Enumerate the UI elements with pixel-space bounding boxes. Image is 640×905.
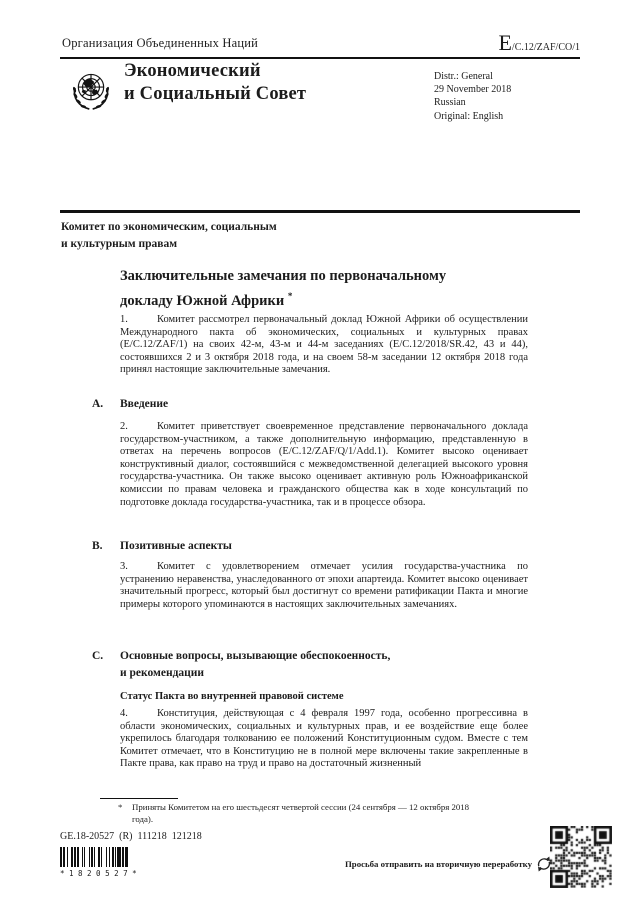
title-footnote-marker: * bbox=[287, 291, 293, 301]
paragraph-2-number: 2. bbox=[120, 421, 128, 432]
footnote-rule bbox=[100, 798, 178, 799]
council-title-line1: Экономический bbox=[124, 61, 261, 81]
paragraph-3-text: Комитет с удовлетворением отмечает усилия государства-участника по устранению неравенства, унаследованного от эпохи апартеида. Комитет высоко оценивает значительный прогресс, который был достигнут со времени ратификации Пакта и многие примеры которого упоминаются в настоящих заключительных замечаниях. bbox=[120, 561, 528, 610]
paragraph-3 bbox=[120, 561, 528, 611]
date-line: 29 November 2018 bbox=[434, 84, 512, 96]
paragraph-4-text: Конституция, действующая с 4 февраля 1997 года, особенно прогрессивна в области экономических, социальных и культурных прав, и ее воздействие еще более укрепилось благодаря толкованию ее положений Конституционным судом. Вместе с тем Комитет отмечает, что в Конституцию не в полной мере включены такие закрепленные в Пакте права, как право на труд и право на достаточный жизненный bbox=[120, 708, 528, 770]
document-symbol-series: E bbox=[498, 30, 512, 55]
document-symbol-number: /C.12/ZAF/CO/1 bbox=[511, 42, 580, 53]
section-c-title-line1: Основные вопросы, вызывающие обеспокоенность, bbox=[120, 650, 391, 662]
un-emblem-icon bbox=[64, 66, 118, 120]
paragraph-1-number: 1. bbox=[120, 314, 128, 325]
paragraph-2-text: Комитет приветствует своевременное представление первоначального доклада государством-участником, а также дополнительную информацию, представленную в ответах на перечень вопросов (E/C.12/ZAF/Q/1/Add.1). Комитет высоко оценивает конструктивный диалог, состоявшийся с межведомственной делегацией высокого уровня государства-участника. Он также высоко оценивает активную роль Южноафриканской комиссии по правам человека и гражданского общества как в ходе консультаций по подготовке доклада государства-участника, так и в процессе обзора. bbox=[120, 421, 528, 508]
paragraph-3-number: 3. bbox=[120, 561, 128, 572]
footnote-text: Приняты Комитетом на его шестьдесят четвертой сессии (24 сентября — 12 октября 2018 года). bbox=[132, 802, 470, 824]
barcode-digits: *1820527* bbox=[60, 869, 142, 878]
paragraph-4 bbox=[120, 708, 528, 771]
section-b-heading bbox=[92, 538, 536, 555]
document-symbol bbox=[498, 30, 580, 56]
committee-line2: и культурным правам bbox=[61, 237, 178, 250]
footnote-marker: * bbox=[118, 802, 123, 812]
committee-name bbox=[61, 219, 277, 252]
section-a-title: Введение bbox=[120, 398, 169, 410]
recycle-note bbox=[345, 855, 553, 873]
paragraph-1-text: Комитет рассмотрел первоначальный доклад Южной Африки об осуществлении Международного пакта об экономических, социальных и культурных правах (E/C.12/ZAF/1) на своих 42-м, 43-м и 44-м заседаниях (E/C.12/2018/SR.42, 43 и 44), состоявшихся 2 и 3 октября 2018 года, и на своем 58-м заседании 12 октября 2018 года принял настоящие заключительные замечания. bbox=[120, 314, 528, 376]
council-title bbox=[124, 60, 306, 106]
header-rule bbox=[60, 210, 580, 213]
subsection-heading: Статус Пакта во внутренней правовой системе bbox=[120, 691, 344, 702]
section-c-heading bbox=[92, 648, 536, 681]
qr-code-icon bbox=[550, 826, 612, 888]
section-b-letter: B. bbox=[92, 540, 103, 552]
paragraph-2 bbox=[120, 421, 528, 509]
barcode-icon bbox=[60, 847, 129, 867]
footnote bbox=[112, 802, 484, 825]
paragraph-4-number: 4. bbox=[120, 708, 128, 719]
original-language-line: Original: English bbox=[434, 110, 504, 122]
document-title-line1: Заключительные замечания по первоначальному bbox=[120, 268, 447, 284]
ge-reference: GE.18-20527 (R) 111218 121218 bbox=[60, 831, 202, 842]
section-c-title-line2: и рекомендации bbox=[120, 666, 205, 679]
section-a-heading bbox=[92, 396, 536, 413]
distr-line: Distr.: General bbox=[434, 71, 493, 82]
section-b-title: Позитивные аспекты bbox=[120, 540, 232, 552]
document-title-line2: докладу Южной Африки * bbox=[120, 291, 293, 309]
council-title-line2: и Социальный Совет bbox=[124, 84, 307, 104]
language-line: Russian bbox=[434, 97, 466, 109]
section-a-letter: A. bbox=[92, 398, 104, 410]
section-c-letter: C. bbox=[92, 650, 104, 662]
masthead-rule bbox=[60, 57, 580, 59]
distribution-block bbox=[434, 70, 511, 123]
recycle-note-text: Просьба отправить на вторичную переработку bbox=[344, 859, 532, 869]
document-title bbox=[120, 266, 536, 311]
paragraph-1 bbox=[120, 314, 528, 377]
committee-line1: Комитет по экономическим, социальным bbox=[61, 221, 277, 233]
org-name: Организация Объединенных Наций bbox=[62, 36, 259, 50]
